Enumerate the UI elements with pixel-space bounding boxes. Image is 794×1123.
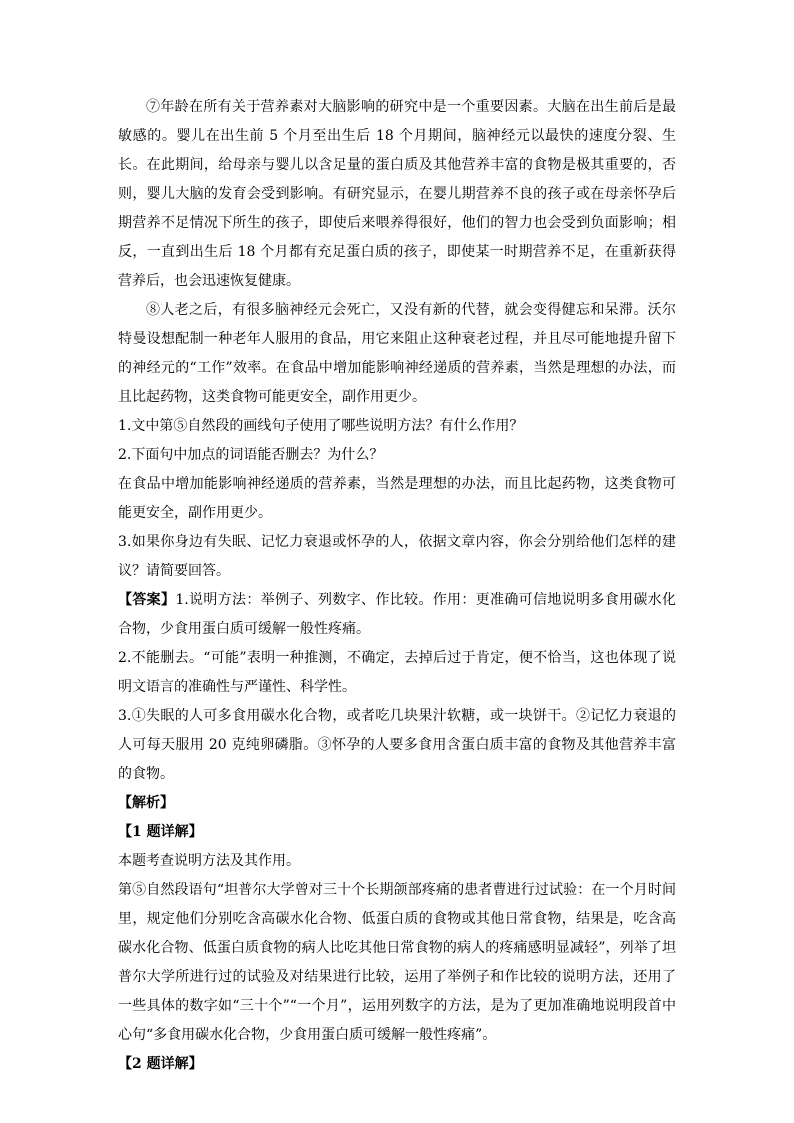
paragraph-8: ⑧人老之后，有很多脑神经元会死亡，又没有新的代替，就会变得健忘和呆滞。沃尔特曼设想配制一种老年人服用的食品，用它来阻止这种衰老过程，并且尽可能地提升留下的神经元的“工作”效率。在食品中增加能影响神经递质的营养素，当然是理想的办法，而且比起药物，这类食物可能更安全，副作用更少。 xyxy=(118,302,676,405)
question-2: 2.下面句中加点的词语能否删去？为什么？ xyxy=(118,447,384,463)
paragraph-7: ⑦年龄在所有关于营养素对大脑影响的研究中是一个重要因素。大脑在出生前后是最敏感的。婴儿在出生前 5 个月至出生后 18 个月期间，脑神经元以最快的速度分裂、生长。在此期间，给母亲与婴儿以含足量的蛋白质及其他营养丰富的食物是极其重要的，否则，婴儿大脑的发育会受到影响。有研究显示，在婴儿期营养不良的孩子或在母亲怀孕后期营养不足情况下所生的孩子，即使后来喂养得很好，他们的智力也会受到负面影响；相反，一直到出生后 18 个月都有充足蛋白质的孩子，即使某一时期营养不足，在重新获得营养后，也会迅速恢复健康。 xyxy=(118,99,676,289)
document-page xyxy=(118,93,676,1079)
answer-3: 3.①失眠的人可多食用碳水化合物，或者吃几块果汁软糖，或一块饼干。②记忆力衰退的人可每天服用 20 克纯卵磷脂。③怀孕的人要多食用含蛋白质丰富的食物及其他营养丰富的食物。 xyxy=(118,708,676,782)
detail-1-body: 第⑤自然段语句“坦普尔大学曾对三十个长期颌部疼痛的患者曹进行过试验：在一个月时间里，规定他们分别吃含高碳水化合物、低蛋白质的食物或其他日常食物，结果是，吃含高碳水化合物、低蛋白质食物的病人比吃其他日常食物的病人的疼痛感明显减轻”，列举了坦普尔大学所进行过的试验及对结果进行比较，运用了举例子和作比较的说明方法，还用了一些具体的数字如“三十个”“一个月”，运用列数字的方法，是为了更加准确地说明段首中心句“多食用碳水化合物，少食用蛋白质可缓解一般性疼痛”。 xyxy=(118,882,676,1043)
detail-1-intro: 本题考查说明方法及其作用。 xyxy=(118,853,300,869)
detail-1-label: 【1 题详解】 xyxy=(118,824,203,840)
answer-1-block xyxy=(118,586,676,644)
answer-label: 【答案】 xyxy=(118,592,176,608)
question-1: 1.文中第⑤自然段的画线句子使用了哪些说明方法？有什么作用？ xyxy=(118,418,524,434)
answer-2: 2.不能删去。“可能”表明一种推测，不确定，去掉后过于肯定，便不恰当，这也体现了说明文语言的准确性与严谨性、科学性。 xyxy=(118,650,676,695)
analysis-label: 【解析】 xyxy=(118,795,174,811)
answer-1: 1.说明方法：举例子、列数字、作比较。作用：更准确可信地说明多食用碳水化合物，少食用蛋白质可缓解一般性疼痛。 xyxy=(118,592,677,637)
question-3: 3.如果你身边有失眠、记忆力衰退或怀孕的人，依据文章内容，你会分别给他们怎样的建议？请简要回答。 xyxy=(118,534,676,579)
detail-2-label: 【2 题详解】 xyxy=(118,1056,203,1072)
question-2-sentence: 在食品中增加能影响神经递质的营养素，当然是理想的办法，而且比起药物，这类食物可能更安全，副作用更少。 xyxy=(118,476,676,521)
